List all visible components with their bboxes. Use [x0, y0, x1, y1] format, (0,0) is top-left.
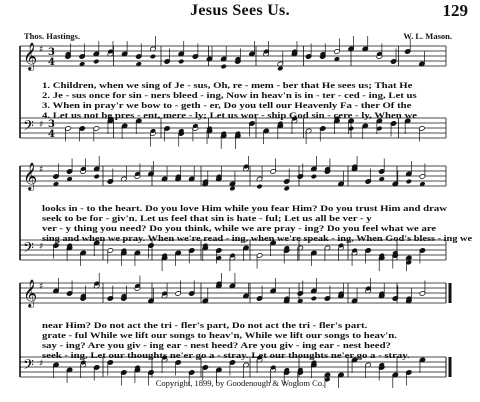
time-signature-top: 3	[48, 47, 55, 58]
note-head	[229, 186, 235, 192]
lyric-line: seek to be for - giv'n. Let us feel that sin is hate - ful; Let us all be ver - y	[42, 213, 372, 223]
lyricist-credit: Thos. Hastings.	[24, 31, 80, 41]
time-signature-bottom: 4	[48, 57, 55, 68]
lyric-line: seek - ing, Let our thoughts ne'er go a - stray. Let our thoughts ne'er go a - stray.	[42, 350, 410, 360]
lyric-line: 2. Je - sus once for sin - ners bleed - ing, Now in heav'n is in - ter - ced - ing, Let us	[42, 90, 417, 100]
key-sharp: ♯	[39, 242, 44, 252]
key-sharp: ♯	[39, 282, 44, 292]
note-head	[406, 179, 412, 185]
lyric-line: sing and when we pray. When we're read - ing, when we're speak - ing, When God's bless - ing we	[42, 233, 473, 243]
lyric-line: grate - ful While we lift our songs to heav'n, While we lift our songs to heav'n.	[42, 330, 397, 340]
note-head	[256, 184, 262, 190]
time-signature-top: 3	[48, 119, 55, 130]
lyric-line: 4. Let us not be pres - ent, mere - ly; Let us wor - ship God sin - cere - ly, When we	[42, 110, 417, 120]
treble-clef: 𝄞	[23, 162, 38, 190]
bass-clef: 𝄢	[23, 240, 34, 260]
page-number: 129	[442, 1, 468, 20]
bass-clef: 𝄢	[23, 118, 34, 138]
composer-credit: W. L. Mason.	[403, 31, 452, 41]
key-sharp: ♯	[39, 359, 44, 369]
treble-clef: 𝄞	[23, 279, 38, 307]
treble-clef: 𝄞	[23, 42, 38, 70]
hymn-title: Jesus Sees Us.	[190, 2, 290, 19]
note-head	[277, 66, 283, 72]
note-head	[93, 174, 99, 180]
time-signature-bottom: 4	[48, 129, 55, 140]
note-head	[150, 54, 156, 60]
copyright-notice: Copyright, 1899, by Goodenough & Woglom Co.	[155, 378, 325, 388]
key-sharp: ♯	[39, 120, 44, 130]
note-head	[178, 59, 184, 65]
lyric-line: 3. When in pray'r we bow to - geth - er, Do you tell our Heavenly Fa - ther Of the	[42, 100, 412, 110]
note-head	[311, 296, 317, 302]
note-head	[283, 186, 289, 192]
lyric-line: ver - y thing you need? Do you think, while we are pray - ing? Do you feel what we are	[42, 223, 437, 233]
note-head	[311, 174, 317, 180]
note-head	[93, 59, 99, 65]
key-sharp: ♯	[39, 165, 44, 175]
lyric-line: 1. Children, when we sing of Je - sus, Oh, re - mem - ber that He sees us; That He	[42, 80, 413, 90]
lyric-line: say - ing? Are you giv - ing ear - nest heed? Are you giv - ing ear - nest heed?	[42, 340, 391, 350]
note-head	[220, 64, 226, 70]
bass-clef: 𝄢	[23, 357, 34, 377]
key-sharp: ♯	[39, 45, 44, 55]
lyric-line: near Him? Do not act the tri - fler's part, Do not act the tri - fler's part.	[42, 320, 368, 330]
lyric-line: looks in - to the heart. Do you love Him while you fear Him? Do you trust Him and draw	[42, 203, 448, 213]
